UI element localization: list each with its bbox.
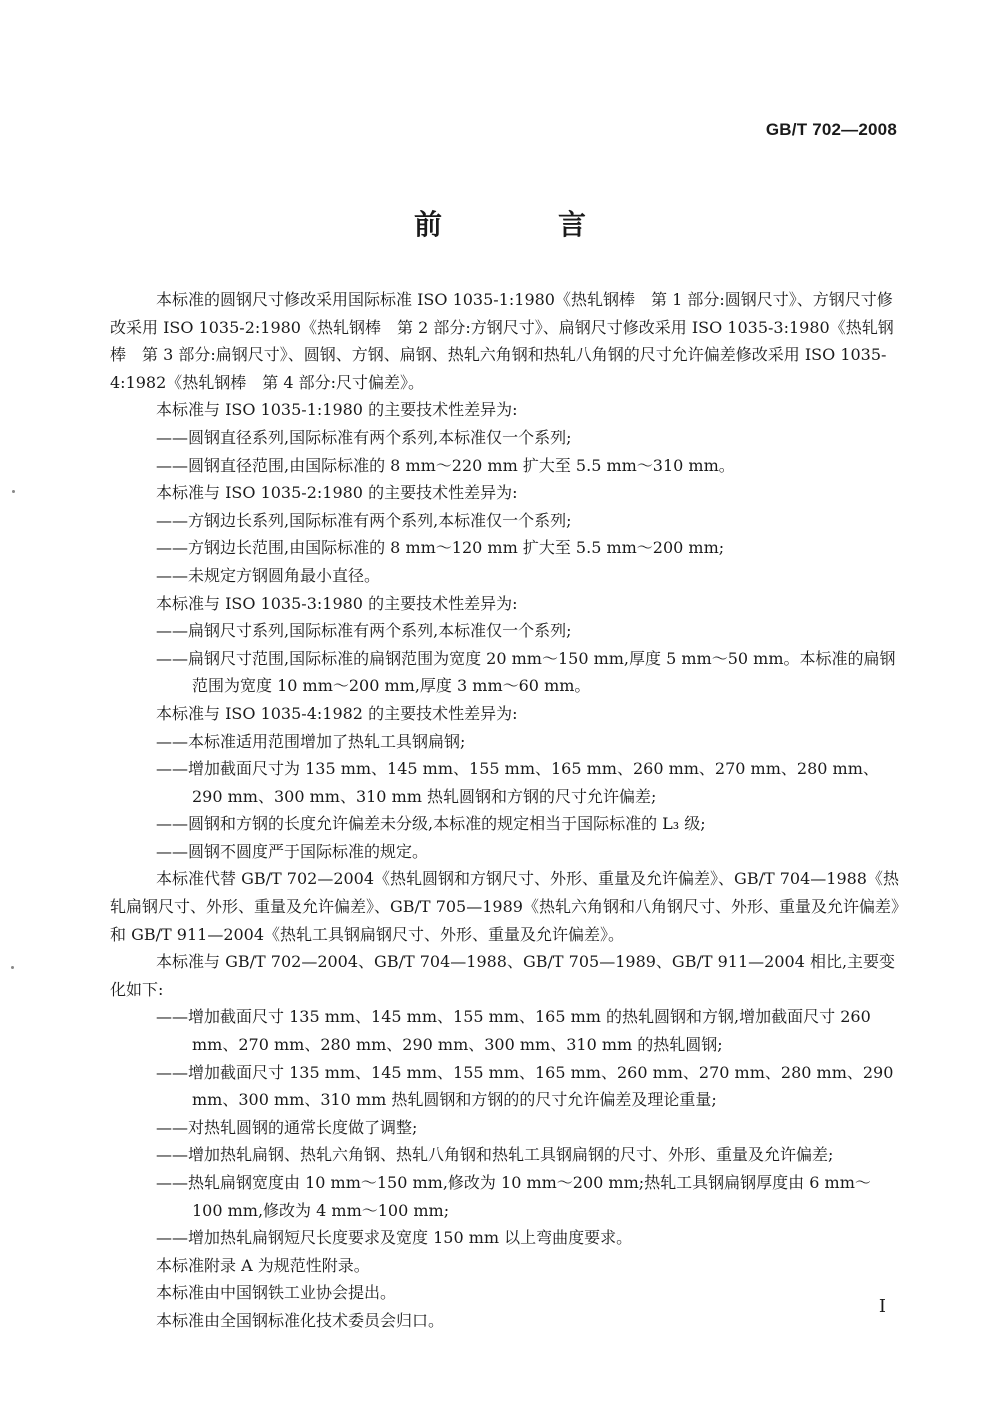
paragraph: 本标准由全国钢标准化技术委员会归口。 [156, 1310, 445, 1330]
list-item: ——方钢边长范围,由国际标准的 8 mm～120 mm 扩大至 5.5 mm～200 mm; [156, 538, 725, 558]
paragraph: 本标准由中国钢铁工业协会提出。 [156, 1283, 397, 1303]
list-item: ——增加截面尺寸 135 mm、145 mm、155 mm、165 mm、260 mm、270 mm、280 mm、290 mm、300 mm、310 mm 热轧圆钢和方钢的的尺寸允许偏差及理论重量; [156, 1062, 894, 1110]
list-item: ——增加热轧扁钢、热轧六角钢、热轧八角钢和热轧工具钢扁钢的尺寸、外形、重量及允许偏差; [156, 1145, 834, 1165]
paragraph: 本标准与 GB/T 702—2004、GB/T 704—1988、GB/T 705—1989、GB/T 911—2004 相比,主要变化如下: [110, 952, 896, 999]
list-item: ——圆钢直径系列,国际标准有两个系列,本标准仅一个系列; [156, 427, 572, 447]
list-item: ——扁钢尺寸系列,国际标准有两个系列,本标准仅一个系列; [156, 621, 572, 641]
page-title: 前 言 [413, 208, 630, 241]
page-number: I [878, 1296, 886, 1317]
scan-speck [12, 490, 15, 493]
list-item: ——扁钢尺寸范围,国际标准的扁钢范围为宽度 20 mm～150 mm,厚度 5 mm～50 mm。本标准的扁钢范围为宽度 10 mm～200 mm,厚度 3 mm～60 mm。 [156, 648, 896, 696]
paragraph: 本标准附录 A 为规范性附录。 [156, 1255, 370, 1275]
list-item: ——未规定方钢圆角最小直径。 [156, 565, 381, 585]
paragraph: 本标准与 ISO 1035-1:1980 的主要技术性差异为: [156, 400, 518, 420]
list-item: ——热轧扁钢宽度由 10 mm～150 mm,修改为 10 mm～200 mm;热轧工具钢扁钢厚度由 6 mm～100 mm,修改为 4 mm～100 mm; [156, 1173, 871, 1220]
list-item: ——增加热轧扁钢短尺长度要求及宽度 150 mm 以上弯曲度要求。 [156, 1228, 633, 1248]
list-item: ——圆钢直径范围,由国际标准的 8 mm～220 mm 扩大至 5.5 mm～310 mm。 [156, 455, 735, 475]
scan-speck [11, 966, 14, 969]
paragraph: 本标准与 ISO 1035-3:1980 的主要技术性差异为: [156, 593, 518, 613]
standard-number: GB/T 702—2008 [765, 120, 897, 139]
document-body [110, 286, 900, 1335]
list-item: ——增加截面尺寸为 135 mm、145 mm、155 mm、165 mm、260 mm、270 mm、280 mm、290 mm、300 mm、310 mm 热轧圆钢和方钢的尺寸允许偏差; [156, 759, 879, 806]
list-item: ——对热轧圆钢的通常长度做了调整; [156, 1117, 418, 1137]
list-item: ——圆钢不圆度严于国际标准的规定。 [156, 841, 429, 861]
paragraph: 本标准代替 GB/T 702—2004《热轧圆钢和方钢尺寸、外形、重量及允许偏差》、GB/T 704—1988《热轧扁钢尺寸、外形、重量及允许偏差》、GB/T 705—1989《热轧六角钢和八角钢尺寸、外形、重量及允许偏差》和 GB/T 911—2004《热轧工具钢扁钢尺寸、外形、重量及允许偏差》。 [110, 869, 899, 944]
list-item: ——方钢边长系列,国际标准有两个系列,本标准仅一个系列; [156, 510, 572, 530]
paragraph: 本标准与 ISO 1035-4:1982 的主要技术性差异为: [156, 703, 518, 723]
paragraph: 本标准与 ISO 1035-2:1980 的主要技术性差异为: [156, 483, 518, 503]
list-item: ——本标准适用范围增加了热轧工具钢扁钢; [156, 731, 466, 751]
list-item: ——圆钢和方钢的长度允许偏差未分级,本标准的规定相当于国际标准的 L₃ 级; [156, 814, 706, 834]
paragraph: 本标准的圆钢尺寸修改采用国际标准 ISO 1035-1:1980《热轧钢棒 第 1 部分:圆钢尺寸》、方钢尺寸修改采用 ISO 1035-2:1980《热轧钢棒 第 2 部分:方钢尺寸》、扁钢尺寸修改采用 ISO 1035-3:1980《热轧钢棒 第 3 部分:扁钢尺寸》、圆钢、方钢、扁钢、热轧六角钢和热轧八角钢的尺寸允许偏差修改采用 ISO 1035-4:1982《热轧钢棒 第 4 部分:尺寸偏差》。 [110, 290, 894, 392]
list-item: ——增加截面尺寸 135 mm、145 mm、155 mm、165 mm 的热轧圆钢和方钢,增加截面尺寸 260 mm、270 mm、280 mm、290 mm、300 mm、310 mm 的热轧圆钢; [156, 1007, 871, 1055]
